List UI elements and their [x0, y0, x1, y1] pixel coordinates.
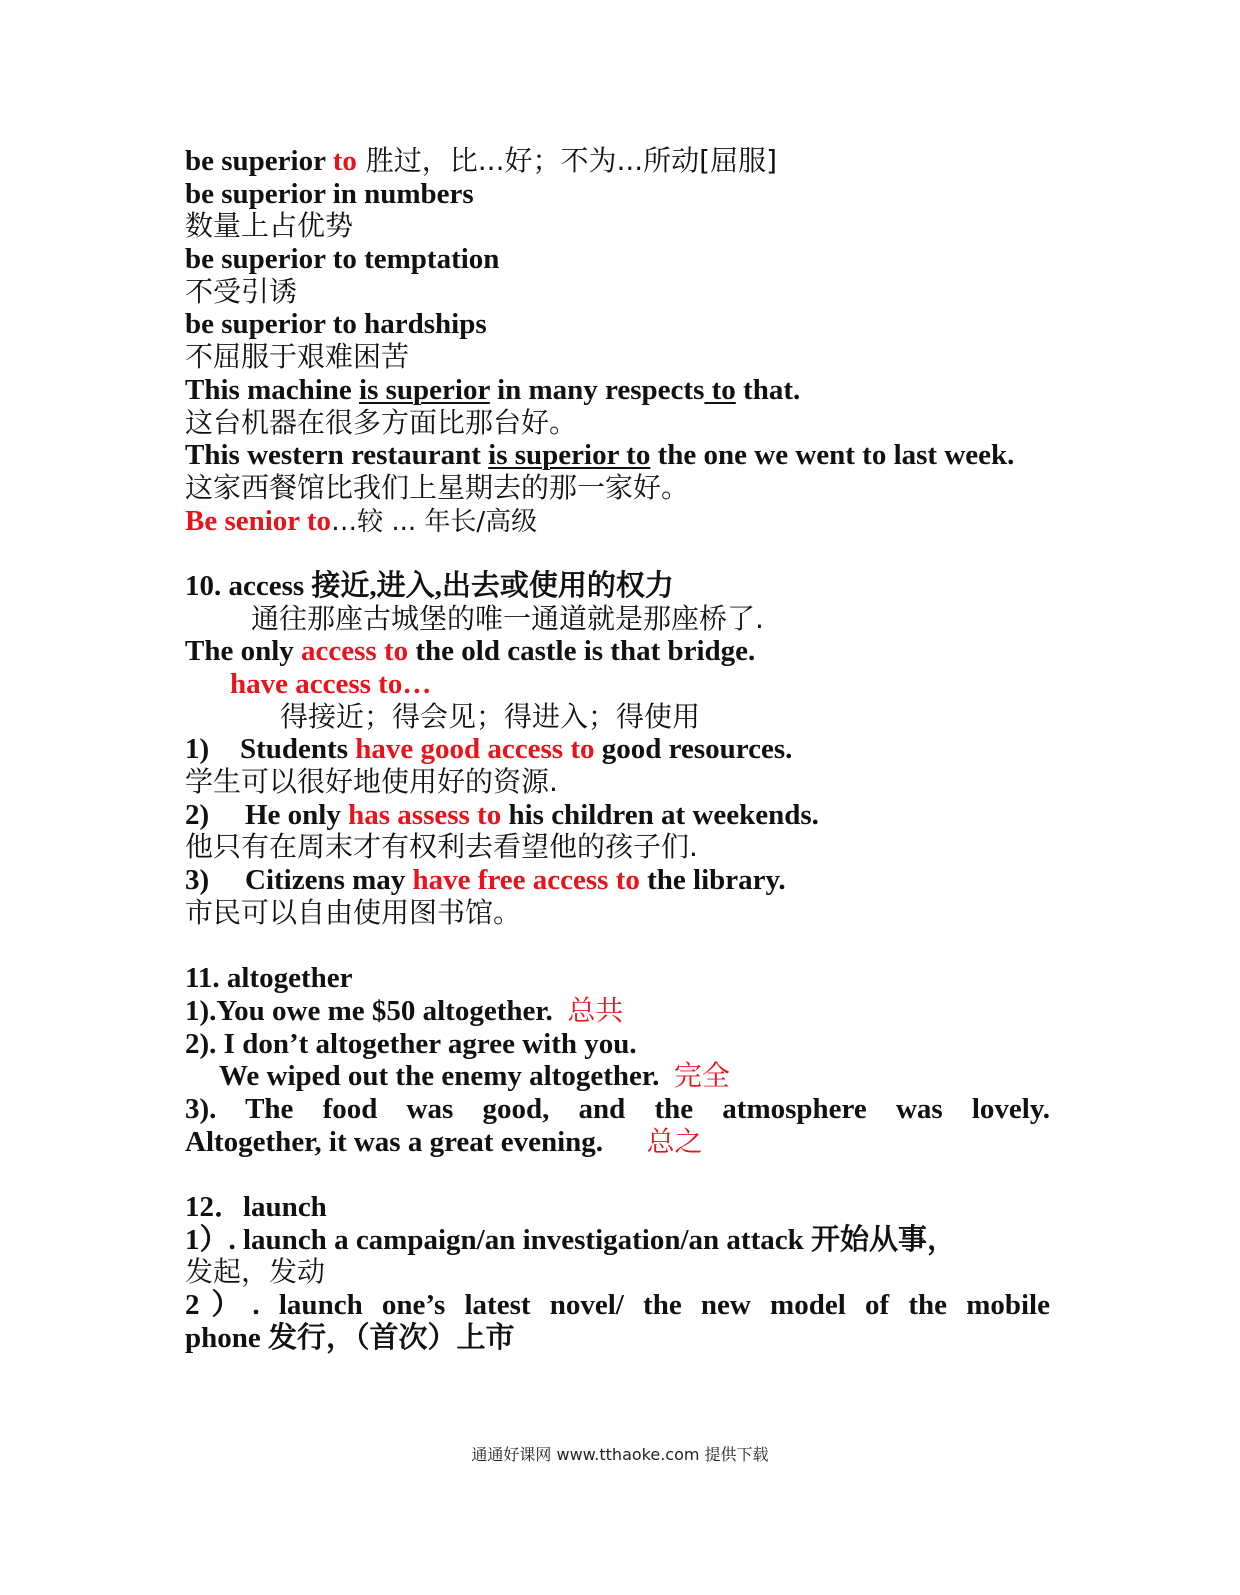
altogether-sentence-2: 2). I don’t altogether agree with you.: [185, 1027, 637, 1060]
superior-line-3: 数量上占优势: [185, 209, 354, 243]
underlined-phrase: to: [704, 373, 736, 406]
access-example-1: 1) Students have good access to good resources.: [185, 733, 793, 766]
launch-item-2-cont: phone 发行，（首次）上市: [185, 1321, 515, 1354]
launch-item-1-cont: 发起，发动: [185, 1255, 326, 1289]
spacer: [185, 537, 1050, 570]
altogether-sentence-4: 3). The food was good, and the atmosphere was lovely.: [185, 1092, 1050, 1125]
access-cn-sentence: 通往那座古城堡的唯一通道就是那座桥了.: [251, 601, 764, 635]
access-en-sentence: The only access to the old castle is that bridge.: [185, 635, 756, 668]
superior-line-9: 这台机器在很多方面比那台好。: [185, 405, 578, 439]
access-phrase-cn: 得接近；得会见；得进入；得使用: [280, 699, 701, 733]
access-example-3-cn: 市民可以自由使用图书馆。: [185, 895, 522, 929]
superior-line-12: Be senior to…较 ... 年长/高级: [185, 504, 538, 537]
superior-line-1: be superior to 胜过，比...好；不为...所动[屈服]: [185, 144, 778, 177]
spacer: [185, 1158, 1050, 1191]
document-body: [185, 145, 1050, 1354]
access-title: 10. access 接近,进入,出去或使用的权力: [185, 569, 674, 602]
page-footer: 通通好课网 www.tthaoke.com 提供下载: [471, 1445, 769, 1464]
superior-line-11: 这家西餐馆比我们上星期去的那一家好。: [185, 470, 690, 504]
access-example-2: 2) He only has assess to his children at weekends.: [185, 798, 819, 831]
underlined-phrase: is superior to: [488, 439, 651, 472]
superior-line-8: This machine is superior in many respects to that.: [185, 373, 801, 406]
altogether-sentence-1: 1).You owe me $50 altogether. 总共: [185, 993, 624, 1027]
access-example-1-cn: 学生可以很好地使用好的资源.: [185, 765, 558, 799]
altogether-sentence-3: We wiped out the enemy altogether. 完全: [219, 1059, 730, 1093]
highlight-access-to: access to: [301, 635, 409, 668]
launch-item-2: 2）. launch one’s latest novel/ the new model of the mobile: [185, 1289, 1050, 1322]
underlined-phrase: is superior: [359, 373, 490, 406]
altogether-title: 11. altogether: [185, 962, 353, 995]
superior-line-10: This western restaurant is superior to the one we went to last week.: [185, 439, 1015, 472]
highlight-to: to: [332, 145, 357, 177]
superior-line-6: be superior to hardships: [185, 308, 487, 341]
spacer: [185, 930, 1050, 963]
access-example-3: 3) Citizens may have free access to the library.: [185, 864, 786, 897]
highlight-be-senior-to: Be senior to: [185, 504, 332, 537]
access-example-2-cn: 他只有在周末才有权利去看望他的孩子们.: [185, 830, 698, 864]
launch-item-1: 1）. launch a campaign/an investigation/an attack 开始从事，: [185, 1223, 956, 1256]
superior-line-2: be superior in numbers: [185, 177, 474, 210]
altogether-sentence-5: Altogether, it was a great evening. 总之: [185, 1124, 703, 1158]
superior-line-5: 不受引诱: [185, 274, 298, 308]
superior-line-7: 不屈服于艰难困苦: [185, 340, 410, 374]
launch-title: 12．launch: [185, 1191, 327, 1224]
superior-line-4: be superior to temptation: [185, 243, 500, 276]
access-phrase: have access to…: [230, 668, 432, 701]
